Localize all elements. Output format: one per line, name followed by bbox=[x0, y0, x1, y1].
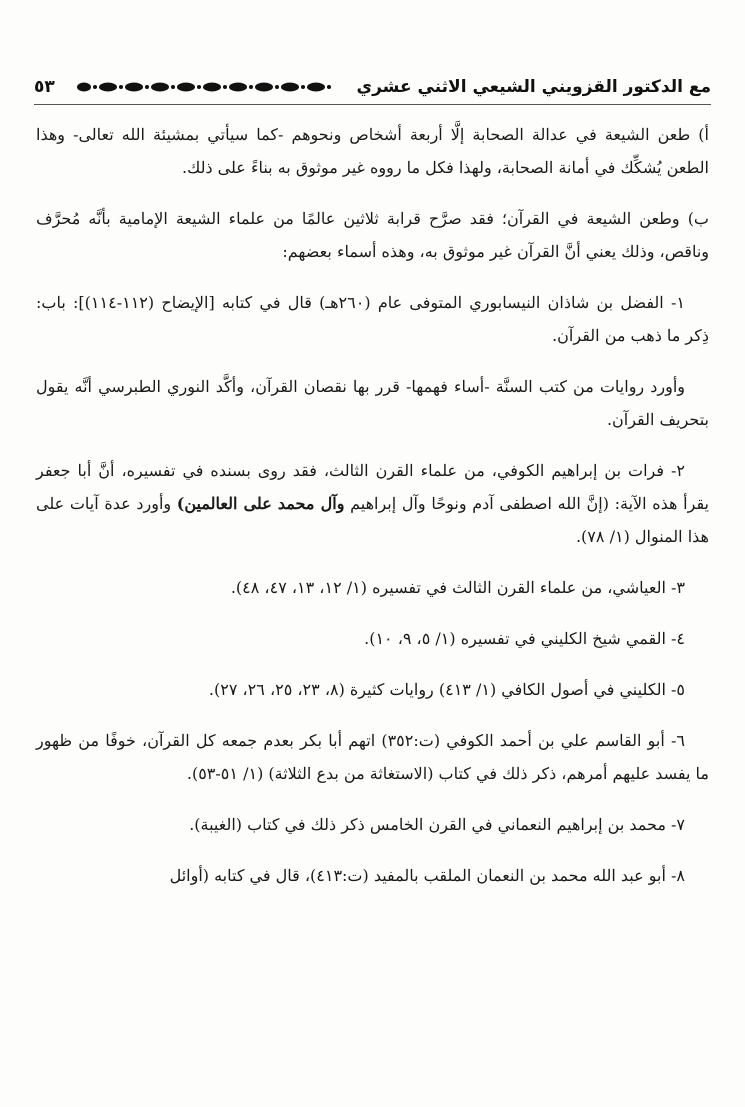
list-item-1: ١- الفضل بن شاذان النيسابوري المتوفى عام (٢٦٠هـ) قال في كتابه [الإيضاح (١١٢-١١٤)]: باب: ذِكر ما ذهب من القرآن. bbox=[36, 293, 709, 345]
list-item-7: ٧- محمد بن إبراهيم النعماني في القرن الخامس ذكر ذلك في كتاب (الغيبة). bbox=[189, 815, 685, 834]
page-body bbox=[36, 118, 709, 910]
list-item-2-tail: وأورد عدة آيات على هذا المنوال (١/ ٧٨). bbox=[36, 494, 709, 546]
paragraph-a: أ) طعن الشيعة في عدالة الصحابة إلَّا أربعة أشخاص ونحوهم -كما سيأتي بمشيئة الله تعالى- وهذا الطعن يُشكِّك في أمانة الصحابة، ولهذا فكل ما رووه غير موثوق به بناءً على ذلك. bbox=[36, 125, 709, 177]
ornament-divider bbox=[63, 80, 349, 94]
list-item-8: ٨- أبو عبد الله محمد بن النعمان الملقب بالمفيد (ت:٤١٣)، قال في كتابه (أوائل bbox=[169, 866, 685, 885]
list-item-3: ٣- العياشي، من علماء القرن الثالث في تفسيره (١/ ١٢، ١٣، ٤٧، ٤٨). bbox=[230, 578, 685, 597]
paragraph-continuation: وأورد روايات من كتب السنَّة -أساء فهمها- قرر بها نقصان القرآن، وأكَّد النوري الطبرسي أنَّه يقول بتحريف القرآن. bbox=[36, 377, 709, 429]
list-item-6: ٦- أبو القاسم علي بن أحمد الكوفي (ت:٣٥٢) اتهم أبا بكر بعدم جمعه كل القرآن، خوفًا من ظهور ما يفسد عليهم أمرهم، ذكر ذلك في كتاب (الاستغاثة من بدع الثلاثة) (١/ ٥١-٥٣). bbox=[36, 731, 709, 783]
list-item-2 bbox=[36, 454, 709, 553]
page-number: ٥٣ bbox=[34, 77, 55, 97]
list-item-5: ٥- الكليني في أصول الكافي (١/ ٤١٣) روايات كثيرة (٨، ٢٣، ٢٥، ٢٦، ٢٧). bbox=[208, 680, 685, 699]
ornament-icon bbox=[76, 80, 336, 94]
list-item-2-bold: وآل محمد على العالمين) bbox=[176, 494, 345, 513]
list-item-4: ٤- القمي شيخ الكليني في تفسيره (١/ ٥، ٩، ١٠). bbox=[364, 629, 685, 648]
running-title: مع الدكتور القزويني الشيعي الاثني عشري bbox=[356, 77, 711, 97]
paragraph-b: ب) وطعن الشيعة في القرآن؛ فقد صرَّح قرابة ثلاثين عالمًا من علماء الشيعة الإمامية بأنَّه مُحرَّف وناقص، وذلك يعني أنَّ القرآن غير موثوق به، وهذه أسماء بعضهم: bbox=[36, 209, 709, 261]
page-header bbox=[34, 70, 711, 105]
list-item-2-text: ٢- فرات بن إبراهيم الكوفي، من علماء القرن الثالث، فقد روى بسنده في تفسيره، أنَّ أبا جعفر يقرأ هذه الآية: (إنَّ الله اصطفى آدم ونوحًا وآل إبراهيم bbox=[36, 461, 709, 513]
